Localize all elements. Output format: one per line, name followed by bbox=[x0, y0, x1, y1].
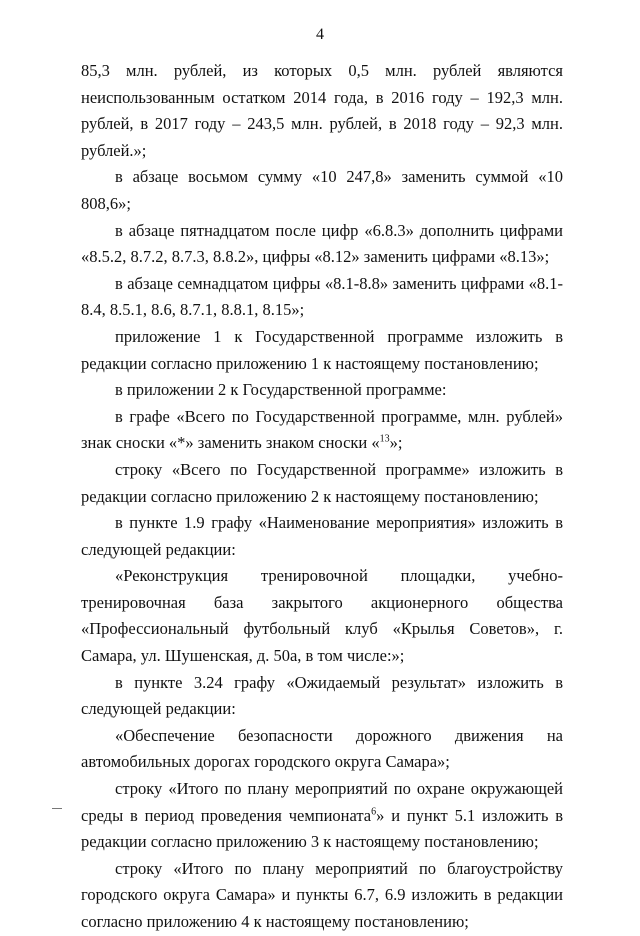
paragraph-10: «Реконструкция тренировочной площадки, учебно-тренировочная база закрытого акционерного общества «Профессиональный футбольный клуб «Крылья Советов», г. Самара, ул. Шушенская, д. 50а, в том числе:»; bbox=[81, 566, 563, 666]
paragraph-13-text: строку «Итого по плану мероприятий по охране окружающей среды в период проведения чемпионата bbox=[81, 779, 563, 825]
footnote-marker-13: 13 bbox=[379, 433, 390, 445]
paragraph-14: строку «Итого по плану мероприятий по благоустройству городского округа Самара» и пункты 6.7, 6.9 изложить в редакции согласно приложению 4 к настоящему постановлению; bbox=[81, 858, 563, 931]
paragraph-11: в пункте 3.24 графу «Ожидаемый результат» изложить в следующей редакции: bbox=[81, 672, 563, 719]
paragraph-5: приложение 1 к Государственной программе изложить в редакции согласно приложению 1 к настоящему постановлению; bbox=[81, 326, 563, 373]
paragraph-13 bbox=[81, 776, 563, 856]
paragraph-9: в пункте 1.9 графу «Наименование мероприятия» изложить в следующей редакции: bbox=[81, 513, 563, 559]
page-number: 4 bbox=[316, 26, 324, 43]
paragraph-7 bbox=[81, 404, 563, 457]
paragraph-7-text: в графе «Всего по Государственной программе, млн. рублей» знак сноски «*» заменить знаком сноски « bbox=[81, 406, 563, 453]
paragraph-12: «Обеспечение безопасности дорожного движения на автомобильных дорогах городского округа Самара»; bbox=[81, 725, 563, 772]
paragraph-13-tail: » и пункт 5.1 изложить в редакции согласно приложению 3 к настоящему постановлению; bbox=[81, 805, 563, 852]
paragraph-8: строку «Всего по Государственной программе» изложить в редакции согласно приложению 2 к настоящему постановлению; bbox=[81, 459, 563, 506]
paragraph-3: в абзаце пятнадцатом после цифр «6.8.3» дополнить цифрами «8.5.2, 8.7.2, 8.7.3, 8.8.2», цифры «8.12» заменить цифрами «8.13»; bbox=[81, 220, 563, 267]
paragraph-6: в приложении 2 к Государственной программе: bbox=[115, 380, 447, 400]
paragraph-2: в абзаце восьмом сумму «10 247,8» заменить суммой «10 808,6»; bbox=[81, 167, 563, 213]
paragraph-4: в абзаце семнадцатом цифры «8.1-8.8» заменить цифрами «8.1-8.4, 8.5.1, 8.6, 8.7.1, 8.8.1, 8.15»; bbox=[81, 273, 563, 320]
paragraph-7-tail: »; bbox=[389, 433, 403, 453]
footnote-marker-6: 6 bbox=[371, 806, 377, 818]
paragraph-1: 85,3 млн. рублей, из которых 0,5 млн. рублей являются неиспользованным остатком 2014 года, в 2016 году – 192,3 млн. рублей, в 2017 году – 243,5 млн. рублей, в 2018 году – 92,3 млн. рублей.»; bbox=[81, 61, 563, 160]
margin-mark bbox=[52, 808, 62, 809]
document-body bbox=[81, 58, 563, 936]
